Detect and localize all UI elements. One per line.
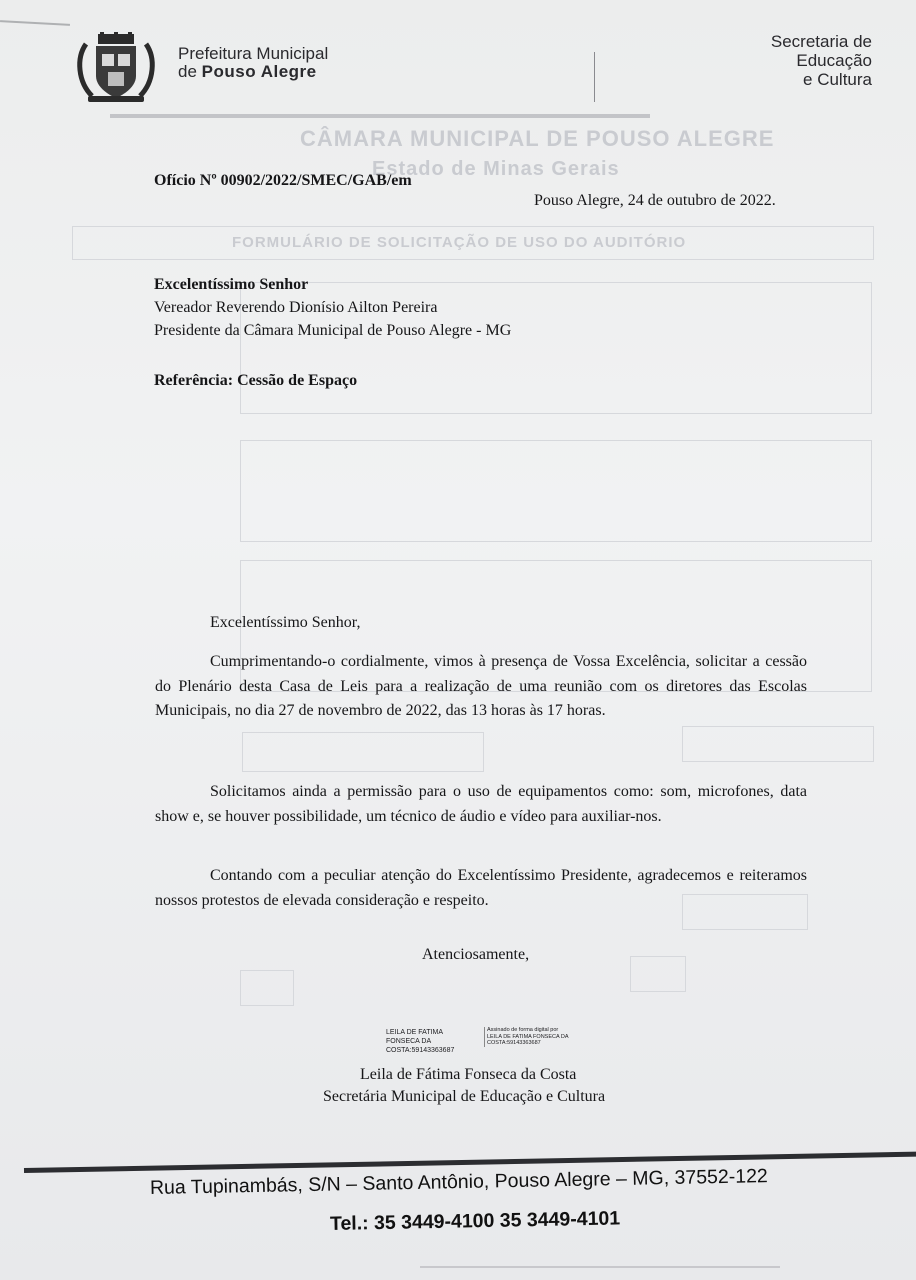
place-date: Pouso Alegre, 24 de outubro de 2022. <box>534 192 776 209</box>
footer-rule <box>24 1152 916 1173</box>
header-divider <box>594 52 595 102</box>
show-through-box <box>240 970 294 1006</box>
body-paragraph-1: Cumprimentando-o cordialmente, vimos à presença de Vossa Excelência, solicitar a cessão do Plenário desta Casa de Leis para a realização de uma reunião com os diretores das Escolas Municipais, no dia 27 de novembro de 2022, das 13 horas às 17 horas. <box>155 653 807 719</box>
signature-left-line3: COSTA:59143363687 <box>386 1047 455 1054</box>
digital-signature-name <box>386 1028 454 1055</box>
municipality-name-line1: Prefeitura Municipal <box>178 44 329 63</box>
signature-right-line1: Assinado de forma digital por <box>487 1027 559 1033</box>
show-through-subtitle: Estado de Minas Gerais <box>372 158 620 180</box>
municipality-name-line2 <box>178 62 317 82</box>
digital-signature-details <box>484 1027 569 1047</box>
scan-edge-line <box>420 1266 780 1268</box>
secretariat-line3: e Cultura <box>803 70 872 89</box>
municipality-prefix: de <box>178 62 197 81</box>
body-paragraph-2: Solicitamos ainda a permissão para o uso de equipamentos como: som, microfones, data show e, se houver possibilidade, um técnico de áudio e vídeo para auxiliar-nos. <box>155 783 807 825</box>
scan-edge-line <box>0 20 70 26</box>
signature-left-line2: FONSECA DA <box>386 1038 432 1045</box>
show-through-box <box>630 956 686 992</box>
closing: Atenciosamente, <box>422 946 530 963</box>
subject-line: Referência: Cessão de Espaço <box>154 372 358 389</box>
recipient-title: Presidente da Câmara Municipal de Pouso Alegre - MG <box>154 322 512 339</box>
body-paragraph-3: Contando com a peculiar atenção do Excelentíssimo Presidente, agradecemos e reiteramos nossos protestos de elevada consideração e respeito. <box>155 867 807 909</box>
show-through-box <box>240 440 872 542</box>
secretariat-name <box>771 32 872 89</box>
show-through-box <box>242 732 484 772</box>
signature-left-line1: LEILA DE FATIMA <box>386 1029 444 1036</box>
signature-right-line2: LEILA DE FATIMA FONSECA DA <box>487 1033 569 1040</box>
secretariat-line1: Secretaria de <box>770 32 872 51</box>
recipient-salutation: Excelentíssimo Senhor <box>154 276 309 293</box>
header-rule <box>110 114 650 118</box>
municipality-name: Pouso Alegre <box>201 62 317 81</box>
show-through-box <box>682 726 874 762</box>
footer-address: Rua Tupinambás, S/N – Santo Antônio, Pouso Alegre – MG, 37552-122 <box>149 1165 768 1199</box>
footer-phones: Tel.: 35 3449-4100 35 3449-4101 <box>329 1207 621 1235</box>
secretariat-line2: Educação <box>796 51 872 70</box>
reference-number: Ofício Nº 00902/2022/SMEC/GAB/em <box>154 172 412 189</box>
signatory-position: Secretária Municipal de Educação e Cultura <box>323 1088 606 1105</box>
show-through-title: CÂMARA MUNICIPAL DE POUSO ALEGRE <box>300 126 775 151</box>
recipient-name: Vereador Reverendo Dionísio Ailton Pereira <box>154 299 438 316</box>
coat-of-arms-icon <box>74 32 158 104</box>
show-through-form-title: FORMULÁRIO DE SOLICITAÇÃO DE USO DO AUDITÓRIO <box>232 234 687 251</box>
greeting: Excelentíssimo Senhor, <box>210 614 361 631</box>
signature-right-line3: COSTA:59143363687 <box>487 1040 541 1046</box>
signatory-name: Leila de Fátima Fonseca da Costa <box>360 1066 577 1083</box>
